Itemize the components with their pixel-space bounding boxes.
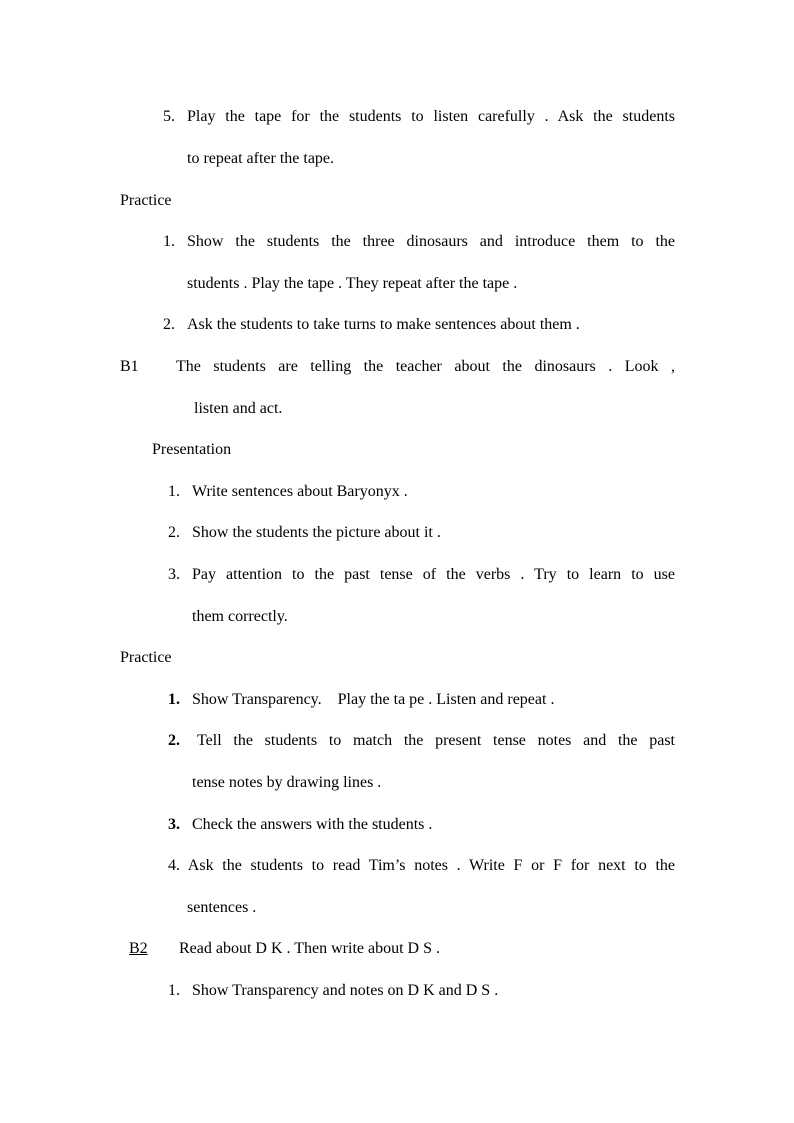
paragraph-line: Pay attention to the past tense of the verbs . Try to learn to use [192,566,675,583]
paragraph-line: Show Transparency. Play the ta pe . Listen and repeat . [192,691,555,708]
paragraph-line: Show the students the picture about it . [192,524,441,541]
paragraph-line: Play the tape for the students to listen carefully . Ask the students [187,108,675,125]
paragraph-line: Read about D K . Then write about D S . [179,940,440,957]
section-heading-practice: Practice [120,649,172,666]
list-number: 1. [168,982,180,999]
paragraph-line: Ask the students to take turns to make sentences about them . [187,316,580,333]
paragraph-line: tense notes by drawing lines . [192,774,382,791]
list-number: 3. [168,816,180,833]
paragraph-line: sentences . [187,899,257,916]
paragraph-line: to repeat after the tape. [187,150,335,167]
paragraph-line: Check the answers with the students . [192,816,433,833]
list-number: 1. [163,233,175,250]
paragraph-line: The students are telling the teacher about the dinosaurs . Look , [176,358,675,375]
list-number: 2. [163,316,175,333]
section-heading-presentation: Presentation [152,441,232,458]
list-number: 2. [168,524,180,541]
list-number: 1. [168,483,180,500]
paragraph-line: Show the students the three dinosaurs and introduce them to the [187,233,675,250]
paragraph-line: Write sentences about Baryonyx . [192,483,408,500]
paragraph-line: students . Play the tape . They repeat after the tape . [187,275,518,292]
list-number: 5. [163,108,175,125]
paragraph-line: them correctly. [192,608,288,625]
list-number: 2. [168,732,180,749]
paragraph-line: 4. Ask the students to read Tim’s notes . Write F or F for next to the [168,857,675,874]
paragraph-line: listen and act. [194,400,283,417]
list-number: 1. [168,691,180,708]
section-label-b2: B2 [129,940,148,957]
paragraph-line: Tell the students to match the present tense notes and the past [197,732,675,749]
section-label-b1: B1 [120,358,139,375]
paragraph-line: Show Transparency and notes on D K and D S . [192,982,499,999]
section-heading-practice: Practice [120,192,172,209]
list-number: 3. [168,566,180,583]
